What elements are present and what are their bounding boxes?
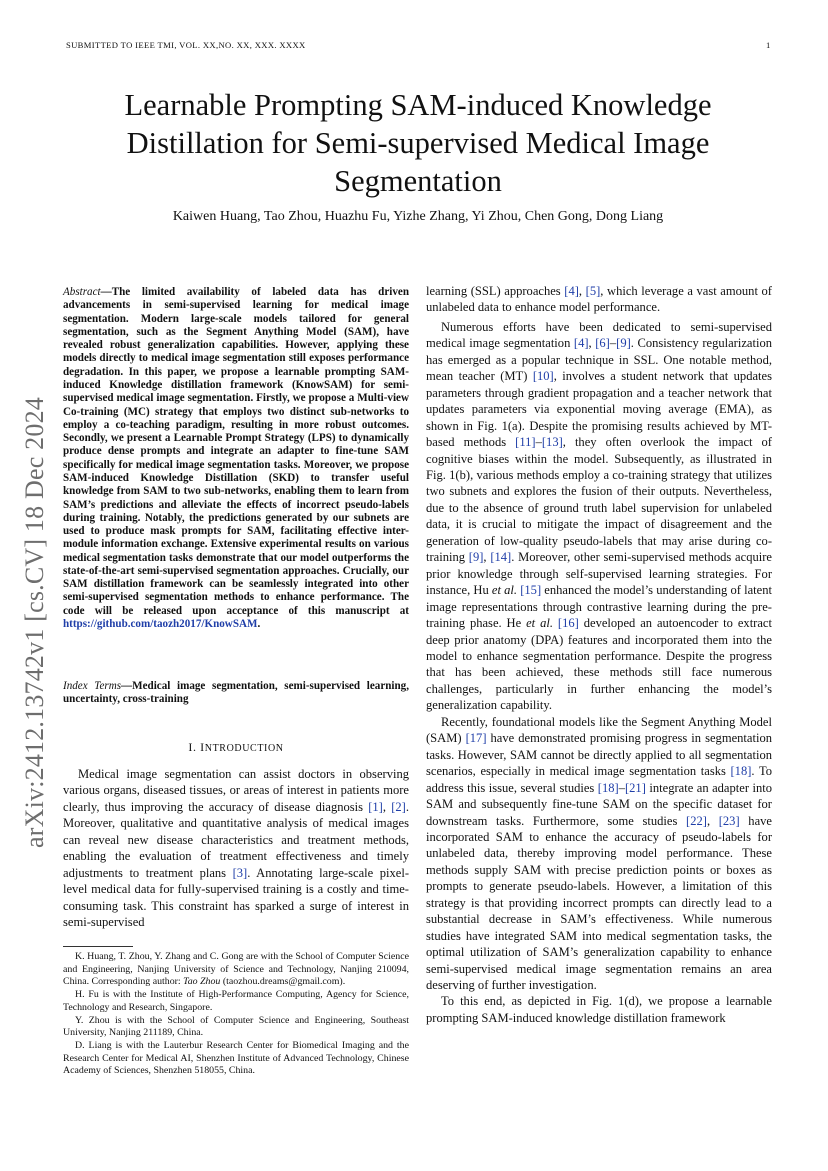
paragraph: Numerous efforts have been dedicated to semi-supervised medical image segmentation [4], [6]–[9]. Consistency regularization has emerged as a popular technique in SSL. One notable method, mean teacher (MT) [10], involves a student network that updates parameters through gradient propagation and a teacher network that updates parameters via exponential moving average (EMA), as shown in Fig. 1(a). Despite the promising results achieved by MT-based methods [11]–[13], they often overlook the impact of cognitive biases within the model. Subsequently, as illustrated in Fig. 1(b), various methods employ a co-training strategy that utilizes two subnets and explores the fusion of their outputs. Nevertheless, due to the absence of ground truth label supervision for unlabeled data, it is crucial to mitigate the impact of disagreement and the generation of low-quality pseudo-labels that may arise during co-training [9], [14]. Moreover, other semi-supervised methods acquire prior knowledge through self-supervised learning strategies. For instance, Hu et al. [15] enhanced the model’s understanding of latent image representations through contrastive learning during the pre-training phase. He et al. [16] developed an autoencoder to extract deep prior anatomy (DPA) features and incorporated them into the model to enhance segmentation performance. Despite the progress that has been achieved, these methods still face numerous challenges, particularly in further enhancing the model’s generalization capability. — [426, 319, 773, 713]
index-terms-text: —Medical image segmentation, semi-supervised learning, uncertainty, cross-training — [63, 680, 409, 706]
footnote-affiliation: D. Liang is with the Lauterbur Research Center for Biomedical Imaging and the Research Center for Medical AI, Shenzhen Institute of Advanced Technology, Chinese Academy of Sciences, Shenzhen 518055, China. — [63, 1039, 409, 1077]
citation-link[interactable]: [23] — [718, 813, 740, 828]
footnote-divider — [63, 946, 133, 947]
citation-link[interactable]: [1] — [368, 799, 383, 814]
author-list: Kaiwen Huang, Tao Zhou, Huazhu Fu, Yizhe Zhang, Yi Zhou, Chen Gong, Dong Liang — [172, 209, 664, 224]
introduction-text — [63, 766, 409, 931]
citation-link[interactable]: [17] — [465, 731, 487, 746]
citation-link[interactable]: [3] — [232, 865, 248, 880]
citation-link[interactable]: [4] — [573, 336, 589, 351]
citation-link[interactable]: [13] — [541, 435, 563, 450]
paragraph: Recently, foundational models like the Segment Anything Model (SAM) [17] have demonstrated promising progress in segmentation tasks. However, SAM cannot be directly applied to all segmentation scenarios, especially in medical image segmentation tasks [18]. To address this issue, several studies [18]–[21] integrate an adapter into SAM and subsequently fine-tune SAM on the specific dataset for downstream tasks. Furthermore, some studies [22], [23] have incorporated SAM to enhance the accuracy of pseudo-labels for unlabeled data, thereby improving model performance. These methods supply SAM with precise prediction points or boxes as prompts to generate pseudo-labels. However, a limitation of this strategy is that providing incorrect prompts can directly lead to a substantial decrease in SAM’s effectiveness. While numerous studies have integrated SAM into medical segmentation tasks, the optimal utilization of SAM’s generalization capability to enhance semi-supervised medical image segmentation remains an area deserving of further investigation. — [426, 714, 773, 993]
citation-link[interactable]: [21] — [624, 780, 646, 795]
citation-link[interactable]: [10] — [532, 369, 554, 384]
citation-link[interactable]: [4] — [564, 284, 579, 298]
paragraph: To this end, as depicted in Fig. 1(d), we propose a learnable prompting SAM-induced knowledge distillation framework — [426, 994, 772, 1025]
citation-link[interactable]: [6] — [595, 336, 610, 351]
citation-link[interactable]: [18] — [730, 764, 752, 779]
footnote-affiliation: K. Huang, T. Zhou, Y. Zhang and C. Gong are with the School of Computer Science and Engineering, Nanjing University of Science and Technology, Nanjing 210094, China. Corresponding author: Tao Zhou (taozhou.dreams@gmail.com). — [63, 951, 409, 988]
abstract: Abstract—The limited availability of labeled data has driven advancements in semi-supervised learning for medical image segmentation. Modern large-scale models tailored for general segmentation, such as the Segment Anything Model (SAM), have revealed robust generalization capabilities. However, applying these models directly to medical image segmentation still exposes performance degradation. In this paper, we propose a learnable prompting SAM-induced Knowledge distillation framework (KnowSAM) for semi-supervised medical image segmentation. Firstly, we propose a Multi-view Co-training (MC) strategy that employs two distinct sub-networks to employ a co-teaching paradigm, resulting in more robust outcomes. Secondly, we present a Learnable Prompt Strategy (LPS) to dynamically produce dense prompts and integrate an adapter to fine-tune SAM specifically for medical image segmentation tasks. Moreover, we propose SAM-induced Knowledge Distillation (SKD) to transfer useful knowledge from SAM to two sub-networks, enabling them to learn from SAM’s predictions and alleviate the effects of incorrect pseudo-labels during training. Notably, the predictions generated by our subnets are used to produce mask prompts for SAM, facilitating effective inter-module information exchange. Extensive experimental results on various medical segmentation tasks demonstrate that our model outperforms the state-of-the-art semi-supervised segmentation approaches. Crucially, our SAM distillation framework can be seamlessly integrated into other semi-supervised segmentation methods to enhance performance. The code will be released upon acceptance of this manuscript at https://github.com/taozh2017/KnowSAM. — [63, 286, 409, 631]
citation-link[interactable]: [11] — [515, 435, 536, 450]
citation-link[interactable]: [18] — [597, 780, 619, 795]
abstract-label: Abstract — [63, 286, 101, 298]
citation-link[interactable]: [14] — [490, 550, 512, 565]
page-number: 1 — [766, 40, 771, 50]
citation-link[interactable]: [16] — [557, 616, 579, 631]
citation-link[interactable]: [22] — [686, 813, 707, 828]
section-heading-introduction: I. INTRODUCTION — [188, 740, 284, 754]
right-column-text — [426, 283, 772, 1026]
footnote-affiliation: H. Fu is with the Institute of High-Performance Computing, Agency for Science, Technology and Research, Singapore. — [63, 989, 409, 1013]
footnote-affiliation: Y. Zhou is with the School of Computer Science and Engineering, Southeast University, Nanjing 211189, China. — [63, 1014, 409, 1039]
paragraph: Medical image segmentation can assist doctors in observing various organs, diseased tissues, or areas of interest in patients more clearly, thus improving the accuracy of disease diagnosis [1], [2]. Moreover, qualitative and quantitative analysis of medical images can reveal new disease characteristics and treatment methods, enabling the evaluation of treatment effectiveness and timely adjustments to treatment plans [3]. Annotating large-scale pixel-level medical data for fully-supervised training is a costly and time-consuming task. This constraint has sparked a surge of interest in semi-supervised — [63, 767, 409, 930]
arxiv-side-stamp: arXiv:2412.13742v1 [cs.CV] 18 Dec 2024 — [20, 397, 49, 848]
footnotes — [63, 951, 409, 1078]
citation-link[interactable]: [15] — [520, 583, 542, 598]
abstract-text: —The limited availability of labeled data has driven advancements in semi-supervised learning for medical image segmentation. Modern large-scale models tailored for general segmentation, such as the Segment Anything Model (SAM), have revealed robust generalization capabilities. However, applying these models directly to medical image segmentation still exposes performance degradation. In this paper, we propose a learnable prompting SAM-induced Knowledge distillation framework (KnowSAM) for semi-supervised medical image segmentation. Firstly, we propose a Multi-view Co-training (MC) strategy that employs two distinct sub-networks to employ a co-teaching paradigm, resulting in more robust outcomes. Secondly, we present a Learnable Prompt Strategy (LPS) to dynamically produce dense prompts and integrate an adapter to fine-tune SAM specifically for medical image segmentation tasks. Moreover, we propose SAM-induced Knowledge Distillation (SKD) to transfer useful knowledge from SAM to two sub-networks, enabling them to learn from SAM’s predictions and alleviate the effects of incorrect pseudo-labels during training. Notably, the predictions generated by our subnets are used to produce mask prompts for SAM, facilitating effective inter-module information exchange. Extensive experimental results on various medical segmentation tasks demonstrate that our model outperforms the state-of-the-art semi-supervised segmentation approaches. Crucially, our SAM distillation framework can be seamlessly integrated into other semi-supervised segmentation methods to enhance performance. The code will be released upon acceptance of this manuscript at — [63, 286, 409, 617]
running-header: SUBMITTED TO IEEE TMI, VOL. XX,NO. XX, XXX. XXXX — [66, 40, 306, 50]
index-terms — [63, 680, 409, 706]
citation-link[interactable]: [2] — [391, 799, 406, 814]
citation-link[interactable]: [9] — [468, 550, 484, 565]
code-link[interactable]: https://github.com/taozh2017/KnowSAM — [63, 618, 258, 631]
citation-link[interactable]: [9] — [616, 336, 631, 351]
citation-link[interactable]: [5] — [585, 284, 601, 298]
index-terms-label: Index Terms — [63, 680, 122, 692]
paper-title: Learnable Prompting SAM-induced Knowledge Distillation for Semi-supervised Medical Image Segmentation — [124, 88, 712, 198]
paragraph: learning (SSL) approaches [4], [5], which leverage a vast amount of unlabeled data to enhance model performance. — [426, 284, 772, 315]
